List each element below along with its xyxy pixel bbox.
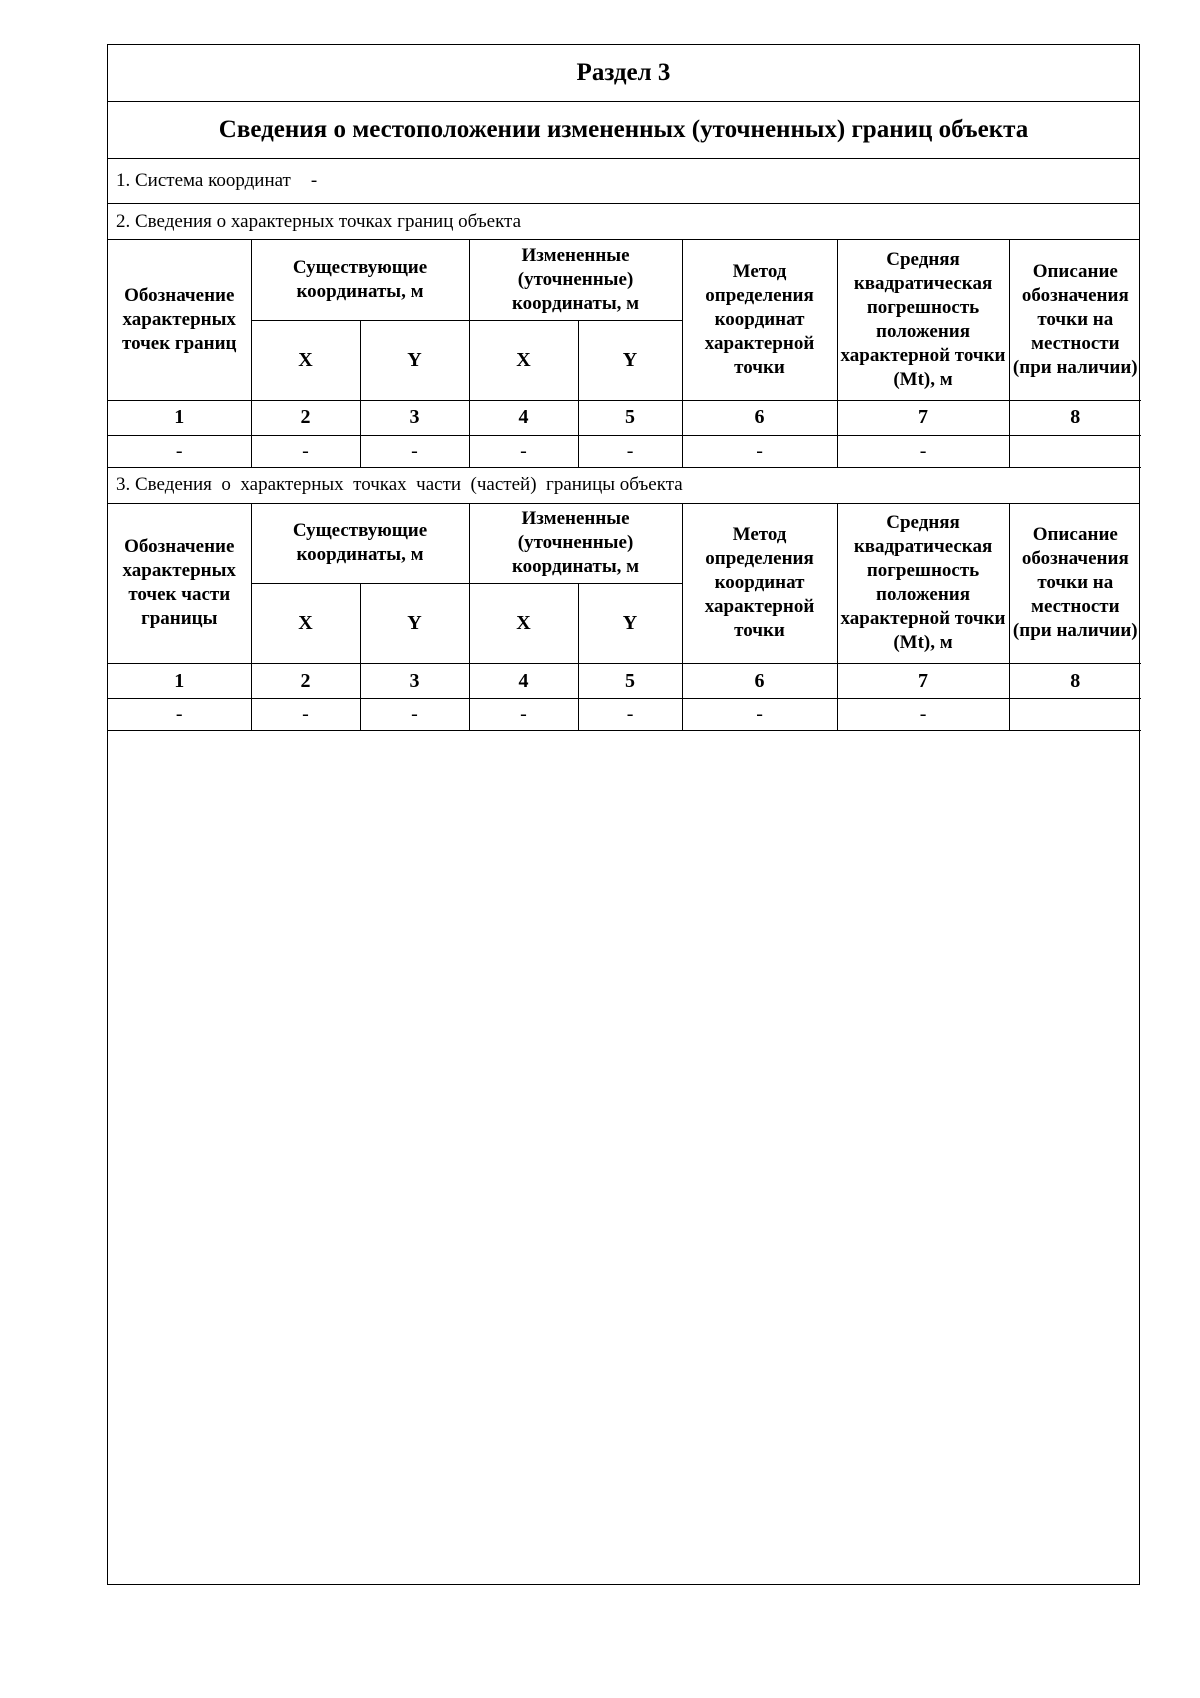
table1-cell: - — [578, 435, 682, 467]
table1-cell: - — [108, 435, 251, 467]
table1-header-y-changed: Y — [578, 320, 682, 400]
table1-col-number: 6 — [682, 400, 837, 435]
table2-header-x-changed: X — [469, 584, 578, 664]
table2-col-number: 7 — [837, 664, 1009, 699]
table1-col-number: 2 — [251, 400, 360, 435]
table1-cell: - — [360, 435, 469, 467]
document-frame — [107, 44, 1140, 1585]
table1-caption: 2. Сведения о характерных точках границ объекта — [108, 204, 1139, 240]
coordinate-system-row — [108, 159, 1139, 204]
table1-cell: - — [251, 435, 360, 467]
coordinate-system-value: - — [310, 170, 318, 191]
table2-header-existing: Существующие координаты, м — [251, 504, 469, 584]
table2-col-number: 1 — [108, 664, 251, 699]
table1-col-number: 8 — [1009, 400, 1141, 435]
table-row — [108, 435, 1141, 467]
table2-header-error: Средняя квадратическая погрешность положения характерной точки (Mt), м — [837, 504, 1009, 664]
table1-cell — [1009, 435, 1141, 467]
table1-header-designation: Обозначение характерных точек границ — [108, 240, 251, 400]
table1-header-method: Метод определения координат характерной точки — [682, 240, 837, 400]
table2-cell: - — [360, 699, 469, 731]
table2-cell: - — [682, 699, 837, 731]
table1-cell: - — [837, 435, 1009, 467]
table1-header-existing: Существующие координаты, м — [251, 240, 469, 320]
table2-col-number: 4 — [469, 664, 578, 699]
table2-cell — [1009, 699, 1141, 731]
section-subtitle: Сведения о местоположении измененных (уточненных) границ объекта — [108, 102, 1139, 159]
table1-col-number: 1 — [108, 400, 251, 435]
table1-cell: - — [682, 435, 837, 467]
table2-header-x-existing: X — [251, 584, 360, 664]
table2 — [108, 504, 1141, 732]
table2-col-number: 6 — [682, 664, 837, 699]
table1-header-x-existing: X — [251, 320, 360, 400]
table2-cell: - — [837, 699, 1009, 731]
table2-cell: - — [108, 699, 251, 731]
table1-number-row — [108, 400, 1141, 435]
table2-header-y-existing: Y — [360, 584, 469, 664]
table1-col-number: 4 — [469, 400, 578, 435]
table1-header-error: Средняя квадратическая погрешность положения характерной точки (Mt), м — [837, 240, 1009, 400]
table2-cell: - — [469, 699, 578, 731]
table1-header-y-existing: Y — [360, 320, 469, 400]
table1 — [108, 240, 1141, 468]
table2-header-method: Метод определения координат характерной точки — [682, 504, 837, 664]
table2-col-number: 8 — [1009, 664, 1141, 699]
table2-cell: - — [251, 699, 360, 731]
table2-header-changed: Измененные (уточненные) координаты, м — [469, 504, 682, 584]
table1-col-number: 7 — [837, 400, 1009, 435]
table1-header-x-changed: X — [469, 320, 578, 400]
section-title: Раздел 3 — [108, 45, 1139, 102]
table2-col-number: 3 — [360, 664, 469, 699]
table1-cell: - — [469, 435, 578, 467]
table2-col-number: 2 — [251, 664, 360, 699]
table2-header-description: Описание обозначения точки на местности (при наличии) — [1009, 504, 1141, 664]
table2-cell: - — [578, 699, 682, 731]
table-row — [108, 699, 1141, 731]
table2-header-designation: Обозначение характерных точек части границы — [108, 504, 251, 664]
table1-header-description: Описание обозначения точки на местности (при наличии) — [1009, 240, 1141, 400]
table2-header-y-changed: Y — [578, 584, 682, 664]
table1-header-changed: Измененные (уточненные) координаты, м — [469, 240, 682, 320]
table1-col-number: 3 — [360, 400, 469, 435]
table2-caption: 3. Сведения о характерных точках части (частей) границы объекта — [108, 468, 1139, 504]
table2-number-row — [108, 664, 1141, 699]
table2-col-number: 5 — [578, 664, 682, 699]
table1-col-number: 5 — [578, 400, 682, 435]
coordinate-system-label: 1. Система координат — [116, 170, 291, 191]
